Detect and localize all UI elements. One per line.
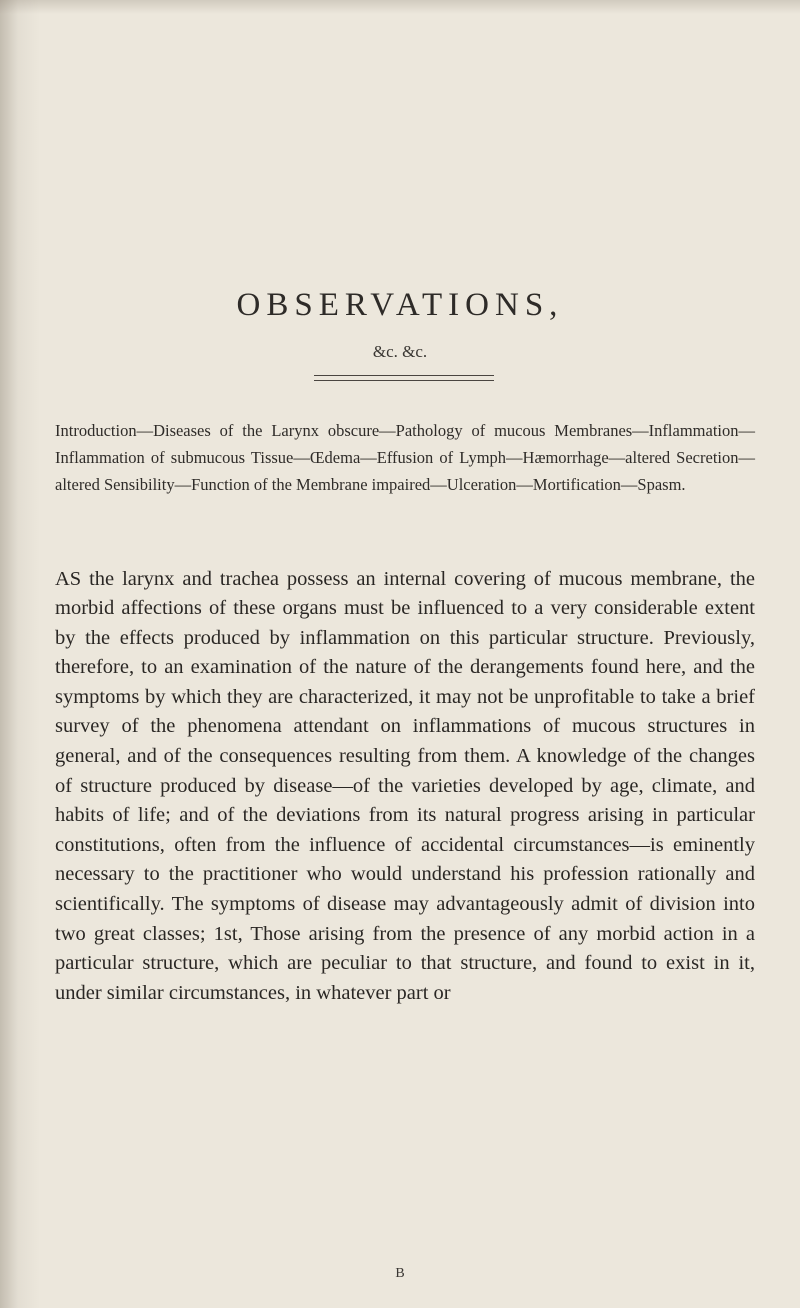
chapter-subtitle: &c. &c. <box>372 342 428 361</box>
chapter-summary: Introduction—Diseases of the Larynx obscure—Pathology of mucous Membranes—Inflammation—Inflammation of submucous Tissue—Œdema—Effusion of Lymph—Hæmorrhage—altered Secretion—altered Sensibility—Function of the Membrane impaired—Ulceration—Mortification—Spasm. <box>55 420 755 494</box>
double-rule-top <box>314 375 494 376</box>
body-paragraph: AS the larynx and trachea possess an internal covering of mucous membrane, the morbid affections of these organs must be influenced to a very considerable extent by the effects produced by inflammation on this particular structure. Previously, therefore, to an examination of the nature of the derangements found here, and the symptoms by which they are characterized, it may not be unprofitable to take a brief survey of the phenomena attendant on inflammations of mucous structures in general, and of the consequences resulting from them. A knowledge of the changes of structure produced by disease—of the varieties developed by age, climate, and habits of life; and of the deviations from its natural progress arising in particular constitutions, often from the influence of accidental circumstances—is eminently necessary to the practitioner who would understand his profession rationally and scientifically. The symptoms of disease may advantageously admit of division into two great classes; 1st, Those arising from the presence of any morbid action in a particular structure, which are peculiar to that structure, and found to exist in it, under similar circumstances, in whatever part or <box>55 567 755 1004</box>
page-edge-shadow <box>0 0 800 14</box>
double-rule-bottom <box>314 380 494 381</box>
signature-mark: B <box>395 1266 405 1281</box>
chapter-title: OBSERVATIONS, <box>236 287 564 323</box>
